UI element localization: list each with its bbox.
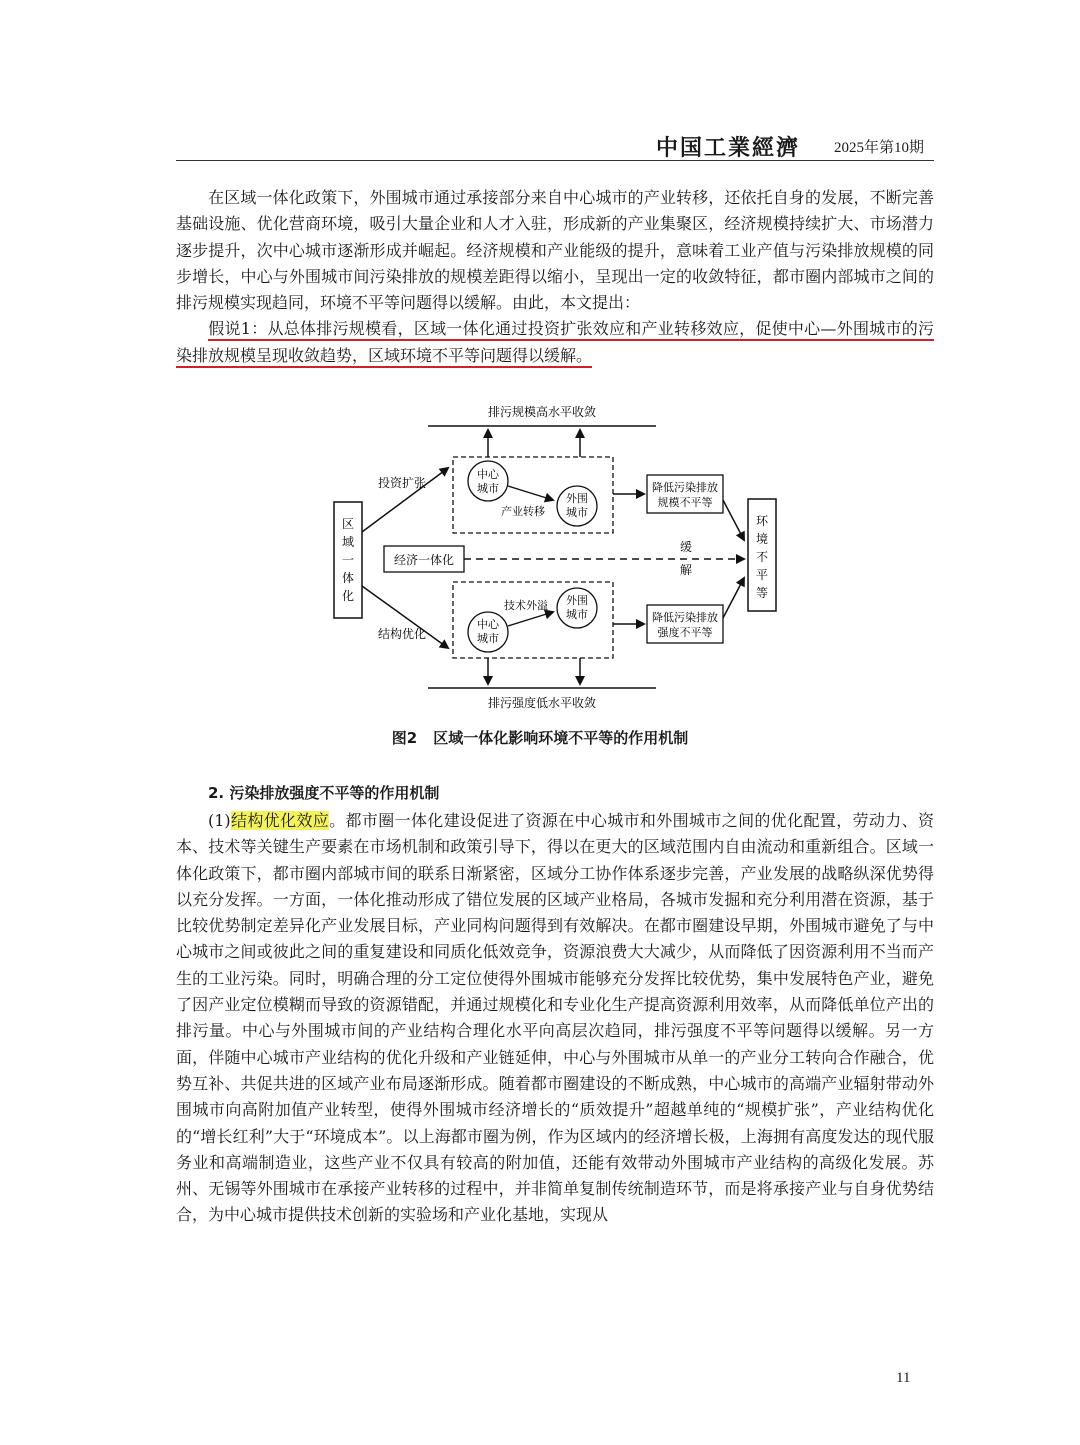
center-city-top-line2: 城市 [477, 482, 499, 495]
center-city-top-line1: 中心 [477, 468, 499, 481]
alleviate-char-1: 解 [679, 563, 693, 577]
right-box-char-3: 平 [755, 568, 769, 582]
paragraph-2 [176, 808, 934, 1229]
tech-spillover-label: 技术外溢 [504, 599, 548, 612]
reduce-scale-line2: 规模不平等 [657, 496, 713, 509]
left-box-char-4: 化 [341, 589, 355, 603]
econ-integration-label: 经济一体化 [393, 553, 455, 567]
paragraph-1-text: 在区域一体化政策下，外围城市通过承接部分来自中心城市的产业转移，还依托自身的发展，不断完善基础设施、优化营商环境，吸引大量企业和人才入驻，形成新的产业集聚区，经济规模持续扩大、市场潜力逐步提升，次中心城市逐渐形成并崛起。经济规模和产业能级的提升，意味着工业产值与污染排放规模的同步增长，中心与外围城市间污染排放的规模差距得以缩小，呈现出一定的收敛特征，都市圈内部城市之间的排污规模实现趋同，环境不平等问题得以缓解。由此，本文提出： [176, 188, 934, 313]
left-box-char-1: 域 [341, 535, 355, 549]
intensity-to-inequality-arrow [723, 578, 744, 618]
right-box-char-4: 等 [755, 586, 769, 600]
hypothesis-1: 假说1：从总体排污规模看，区域一体化通过投资扩张效应和产业转移效应，促使中心—外围城市的污染排放规模呈现收敛趋势，区域环境不平等问题得以缓解。 [176, 319, 934, 365]
paragraph-2-prefix: (1) [208, 811, 231, 830]
reduce-scale-line1: 降低污染排放 [652, 481, 718, 494]
right-box-char-0: 环 [755, 514, 769, 528]
outer-city-bottom-line1: 外围 [566, 594, 588, 607]
figure-number: 图2 [391, 729, 418, 747]
center-city-top-circle [468, 461, 508, 501]
outer-city-top-line2: 城市 [566, 506, 588, 519]
outer-city-top-line1: 外围 [566, 492, 588, 505]
alleviate-char-0: 缓 [679, 540, 693, 554]
mechanism-diagram [0, 0, 1080, 720]
tech-spillover-arrow [508, 612, 553, 626]
structure-effect-highlight: 结构优化效应 [230, 811, 330, 830]
top-convergence-label: 排污规模高水平收敛 [487, 405, 597, 419]
figure-title: 区域一体化影响环境不平等的作用机制 [433, 729, 689, 747]
journal-name: 中国工業經濟 [656, 135, 801, 161]
industry-transfer-label: 产业转移 [501, 505, 545, 518]
reduce-intensity-line1: 降低污染排放 [652, 611, 718, 624]
structure-label: 结构优化 [378, 627, 427, 641]
center-city-bottom-line2: 城市 [477, 632, 499, 645]
left-box-char-3: 体 [341, 571, 355, 585]
left-box-char-0: 区 [341, 517, 355, 531]
outer-city-bottom-line2: 城市 [566, 608, 588, 621]
bottom-convergence-label: 排污强度低水平收敛 [487, 696, 597, 710]
issue-label: 2025年第10期 [834, 140, 925, 156]
paragraph-2-text: 。都市圈一体化建设促进了资源在中心城市和外围城市之间的优化配置，劳动力、资本、技术等关键生产要素在市场机制和政策引导下，得以在更大的区域范围内自由流动和重新组合。区域一体化政策下，都市圈内部城市间的联系日渐紧密，区域分工协作体系逐步完善，产业发展的战略纵深优势得以充分发挥。一方面，一体化推动形成了错位发展的区域产业格局，各城市发掘和充分利用潜在资源，基于比较优势制定差异化产业发展目标，产业同构问题得到有效解决。在都市圈建设早期，外围城市避免了与中心城市之间或彼此之间的重复建设和同质化低效竞争，资源浪费大大减少，从而降低了因资源利用不当而产生的工业污染。同时，明确合理的分工定位使得外围城市能够充分发挥比较优势，集中发展特色产业，避免了因产业定位模糊而导致的资源错配，并通过规模化和专业化生产提高资源利用效率，从而降低单位产出的排污量。中心与外围城市间的产业结构合理化水平向高层次趋同，排污强度不平等问题得以缓解。另一方面，伴随中心城市产业结构的优化升级和产业链延伸，中心与外围城市从单一的产业分工转向合作融合，优势互补、共促共进的区域产业布局逐渐形成。随着都市圈建设的不断成熟，中心城市的高端产业辐射带动外围城市向高附加值产业转型，使得外围城市经济增长的“质效提升”超越单纯的“规模扩张”，产业结构优化的“增长红利”大于“环境成本”。以上海都市圈为例，作为区域内的经济增长极，上海拥有高度发达的现代服务业和高端制造业，这些产业不仅具有较高的附加值，还能有效带动外围城市产业结构的高级化发展。苏州、无锡等外围城市在承接产业转移的过程中，并非简单复制传统制造环节，而是将承接产业与自身优势结合，为中心城市提供技术创新的实验场和产业化基地，实现从 [176, 811, 934, 1225]
invest-label: 投资扩张 [378, 476, 427, 490]
industry-transfer-arrow [508, 486, 553, 500]
reduce-intensity-line2: 强度不平等 [657, 626, 713, 639]
center-city-bottom-line1: 中心 [477, 618, 499, 631]
left-box-char-2: 一 [341, 553, 355, 567]
right-box-char-2: 不 [755, 550, 769, 564]
section-heading: 2. 污染排放强度不平等的作用机制 [208, 784, 440, 802]
figure-caption [0, 727, 1080, 748]
page-number: 11 [896, 1370, 911, 1386]
right-box-char-1: 境 [755, 532, 769, 546]
scale-to-inequality-arrow [723, 500, 744, 540]
